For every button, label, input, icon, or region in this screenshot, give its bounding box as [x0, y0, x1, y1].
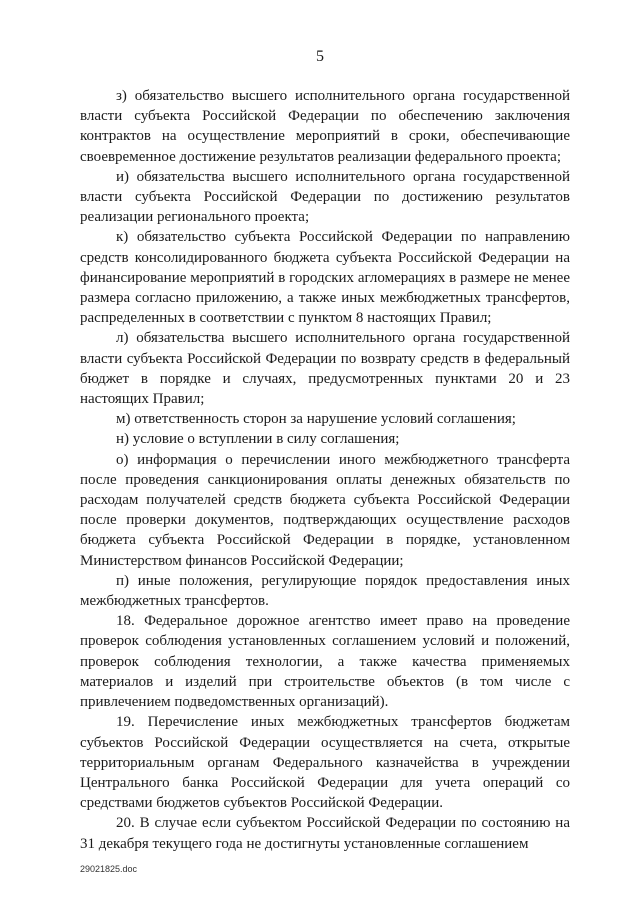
paragraph-n: н) условие о вступлении в силу соглашения;: [116, 431, 400, 448]
document-body: [80, 86, 570, 854]
paragraph-18: 18. Федеральное дорожное агентство имеет право на проведение проверок соблюдения установленных соглашением условий и положений, проверок соблюдения технологии, а также качества применяемых материалов и изделий при строительстве объектов (в том числе с привлечением подведомственных организаций).: [80, 613, 570, 711]
paragraph-l: л) обязательства высшего исполнительного органа государственной власти субъекта Российской Федерации по возврату средств в федеральный бюджет в порядке и случаях, предусмотренных пунктами 20 и 23 настоящих Правил;: [80, 330, 570, 408]
paragraph-k: к) обязательство субъекта Российской Федерации по направлению средств консолидированного бюджета субъекта Российской Федерации на финансирование мероприятий в городских агломерациях в размере не менее размера согласно приложению, а также иных межбюджетных трансфертов, распределенных в соответствии с пунктом 8 настоящих Правил;: [80, 229, 570, 327]
paragraph-m: м) ответственность сторон за нарушение условий соглашения;: [116, 411, 516, 428]
paragraph-o: о) информация о перечислении иного межбюджетного трансферта после проведения санкционирования оплаты денежных обязательств по расходам получателей средств бюджета субъекта Российской Федерации после проверки документов, подтверждающих осуществление расходов бюджета субъекта Российской Федерации в порядке, установленном Министерством финансов Российской Федерации;: [80, 451, 570, 569]
paragraph-z: з) обязательство высшего исполнительного органа государственной власти субъекта Российской Федерации по обеспечению заключения контрактов на осуществление мероприятий в сроки, обеспечивающие своевременное достижение результатов реализации федерального проекта;: [80, 88, 570, 165]
paragraph-p: п) иные положения, регулирующие порядок предоставления иных межбюджетных трансфертов.: [80, 572, 570, 610]
paragraph-19: 19. Перечисление иных межбюджетных трансфертов бюджетам субъектов Российской Федерации осуществляется на счета, открытые территориальным органам Федерального казначейства в учреждении Центрального банка Российской Федерации для учета операций со средствами бюджетов субъектов Российской Федерации.: [80, 714, 570, 812]
page-number: 5: [316, 48, 324, 65]
paragraph-20: 20. В случае если субъектом Российской Федерации по состоянию на 31 декабря текущего года не достигнуты установленные соглашением: [80, 815, 570, 852]
paragraph-i: и) обязательства высшего исполнительного органа государственной власти субъекта Российской Федерации по достижению результатов реализации регионального проекта;: [80, 168, 570, 226]
footer-filename: 29021825.doc: [80, 864, 138, 874]
